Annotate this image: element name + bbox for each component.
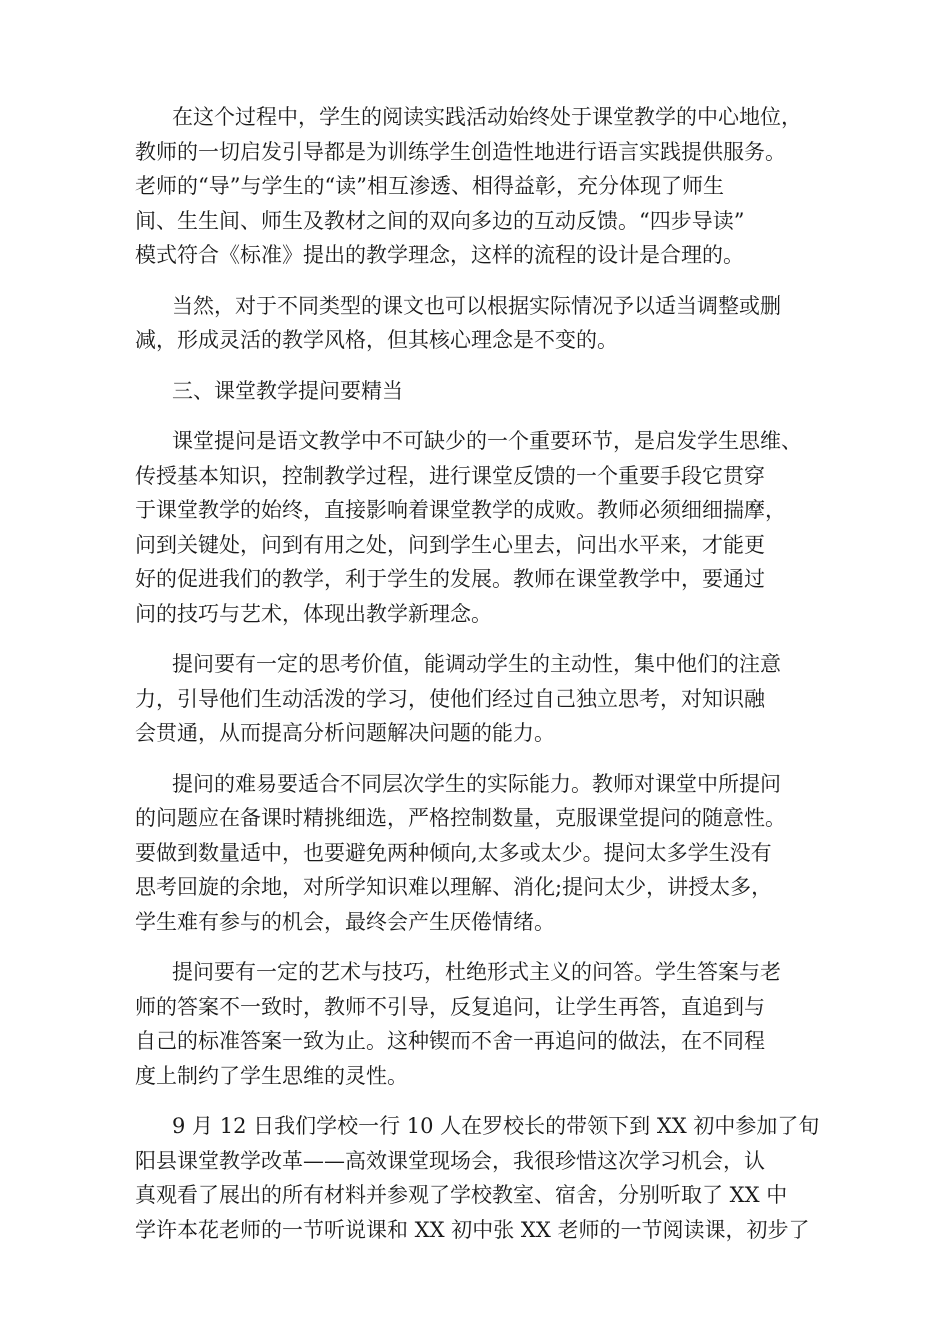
text-line: 9 月 12 日我们学校一行 10 人在罗校长的带领下到 XX 初中参加了旬 — [172, 1114, 820, 1138]
text-line: 问到关键处，问到有用之处，问到学生心里去，问出水平来，才能更 — [135, 532, 765, 557]
text-line: 度上制约了学生思维的灵性。 — [135, 1063, 408, 1088]
text-line: 问的技巧与艺术，体现出教学新理念。 — [135, 601, 492, 626]
text-line: 学生难有参与的机会，最终会产生厌倦情绪。 — [135, 909, 555, 934]
paragraph-teaching-center — [135, 100, 825, 273]
text-line: 自己的标准答案一致为止。这种锲而不舍一再追问的做法，在不同程 — [135, 1029, 765, 1053]
text-line: 老师的“导”与学生的“读”相互渗透、相得益彰，充分体现了师生 — [135, 174, 724, 198]
text-line: 真观看了展出的所有材料并参观了学校教室、宿舍，分别听取了 XX 中 — [135, 1183, 788, 1207]
text-line: 要做到数量适中，也要避免两种倾向,太多或太少。提问太多学生没有 — [135, 840, 772, 865]
text-line: 会贯通，从而提高分析问题解决问题的能力。 — [135, 721, 555, 745]
paragraph-flexible-style — [135, 289, 825, 358]
text-line: 间、生生间、师生及教材之间的双向多边的互动反馈。“四步导读” — [135, 208, 745, 233]
document-body — [135, 100, 825, 1263]
text-line: 学许本花老师的一节听说课和 XX 初中张 XX 老师的一节阅读课，初步了 — [135, 1217, 810, 1242]
paragraph-difficulty — [135, 767, 825, 940]
text-line: 思考回旋的余地，对所学知识难以理解、消化;提问太少，讲授太多， — [135, 875, 773, 899]
heading-text: 三、课堂教学提问要精当 — [172, 378, 403, 403]
text-line: 师的答案不一致时，教师不引导，反复追问，让学生再答，直追到与 — [135, 994, 765, 1019]
paragraph-site-meeting — [135, 1109, 825, 1247]
text-line: 阳县课堂教学改革——高效课堂现场会，我很珍惜这次学习机会，认 — [135, 1148, 765, 1173]
text-line: 提问的难易要适合不同层次学生的实际能力。教师对课堂中所提问 — [172, 771, 781, 796]
text-line: 减，形成灵活的教学风格，但其核心理念是不变的。 — [135, 328, 618, 352]
text-line: 于课堂教学的始终，直接影响着课堂教学的成败。教师必须细细揣摩， — [135, 498, 786, 522]
text-line: 的问题应在备课时精挑细选，严格控制数量，克服课堂提问的随意性。 — [135, 806, 786, 830]
text-line: 当然，对于不同类型的课文也可以根据实际情况予以适当调整或删 — [172, 293, 781, 318]
text-line: 课堂提问是语文教学中不可缺少的一个重要环节，是启发学生思维、 — [172, 429, 802, 453]
paragraph-art-technique — [135, 955, 825, 1093]
paragraph-thinking-value — [135, 647, 825, 751]
text-line: 力，引导他们生动活泼的学习，使他们经过自己独立思考，对知识融 — [135, 686, 765, 711]
text-line: 提问要有一定的思考价值，能调动学生的主动性，集中他们的注意 — [172, 652, 781, 676]
paragraph-classroom-questions — [135, 424, 825, 631]
text-line: 教师的一切启发引导都是为训练学生创造性地进行语言实践提供服务。 — [135, 139, 786, 164]
text-line: 提问要有一定的艺术与技巧，杜绝形式主义的问答。学生答案与老 — [172, 960, 781, 984]
text-line: 在这个过程中，学生的阅读实践活动始终处于课堂教学的中心地位， — [172, 105, 802, 129]
text-line: 好的促进我们的教学，利于学生的发展。教师在课堂教学中，要通过 — [135, 567, 765, 591]
section-heading — [135, 374, 825, 409]
text-line: 传授基本知识，控制教学过程，进行课堂反馈的一个重要手段它贯穿 — [135, 463, 765, 488]
text-line: 模式符合《标准》提出的教学理念，这样的流程的设计是合理的。 — [135, 243, 744, 267]
